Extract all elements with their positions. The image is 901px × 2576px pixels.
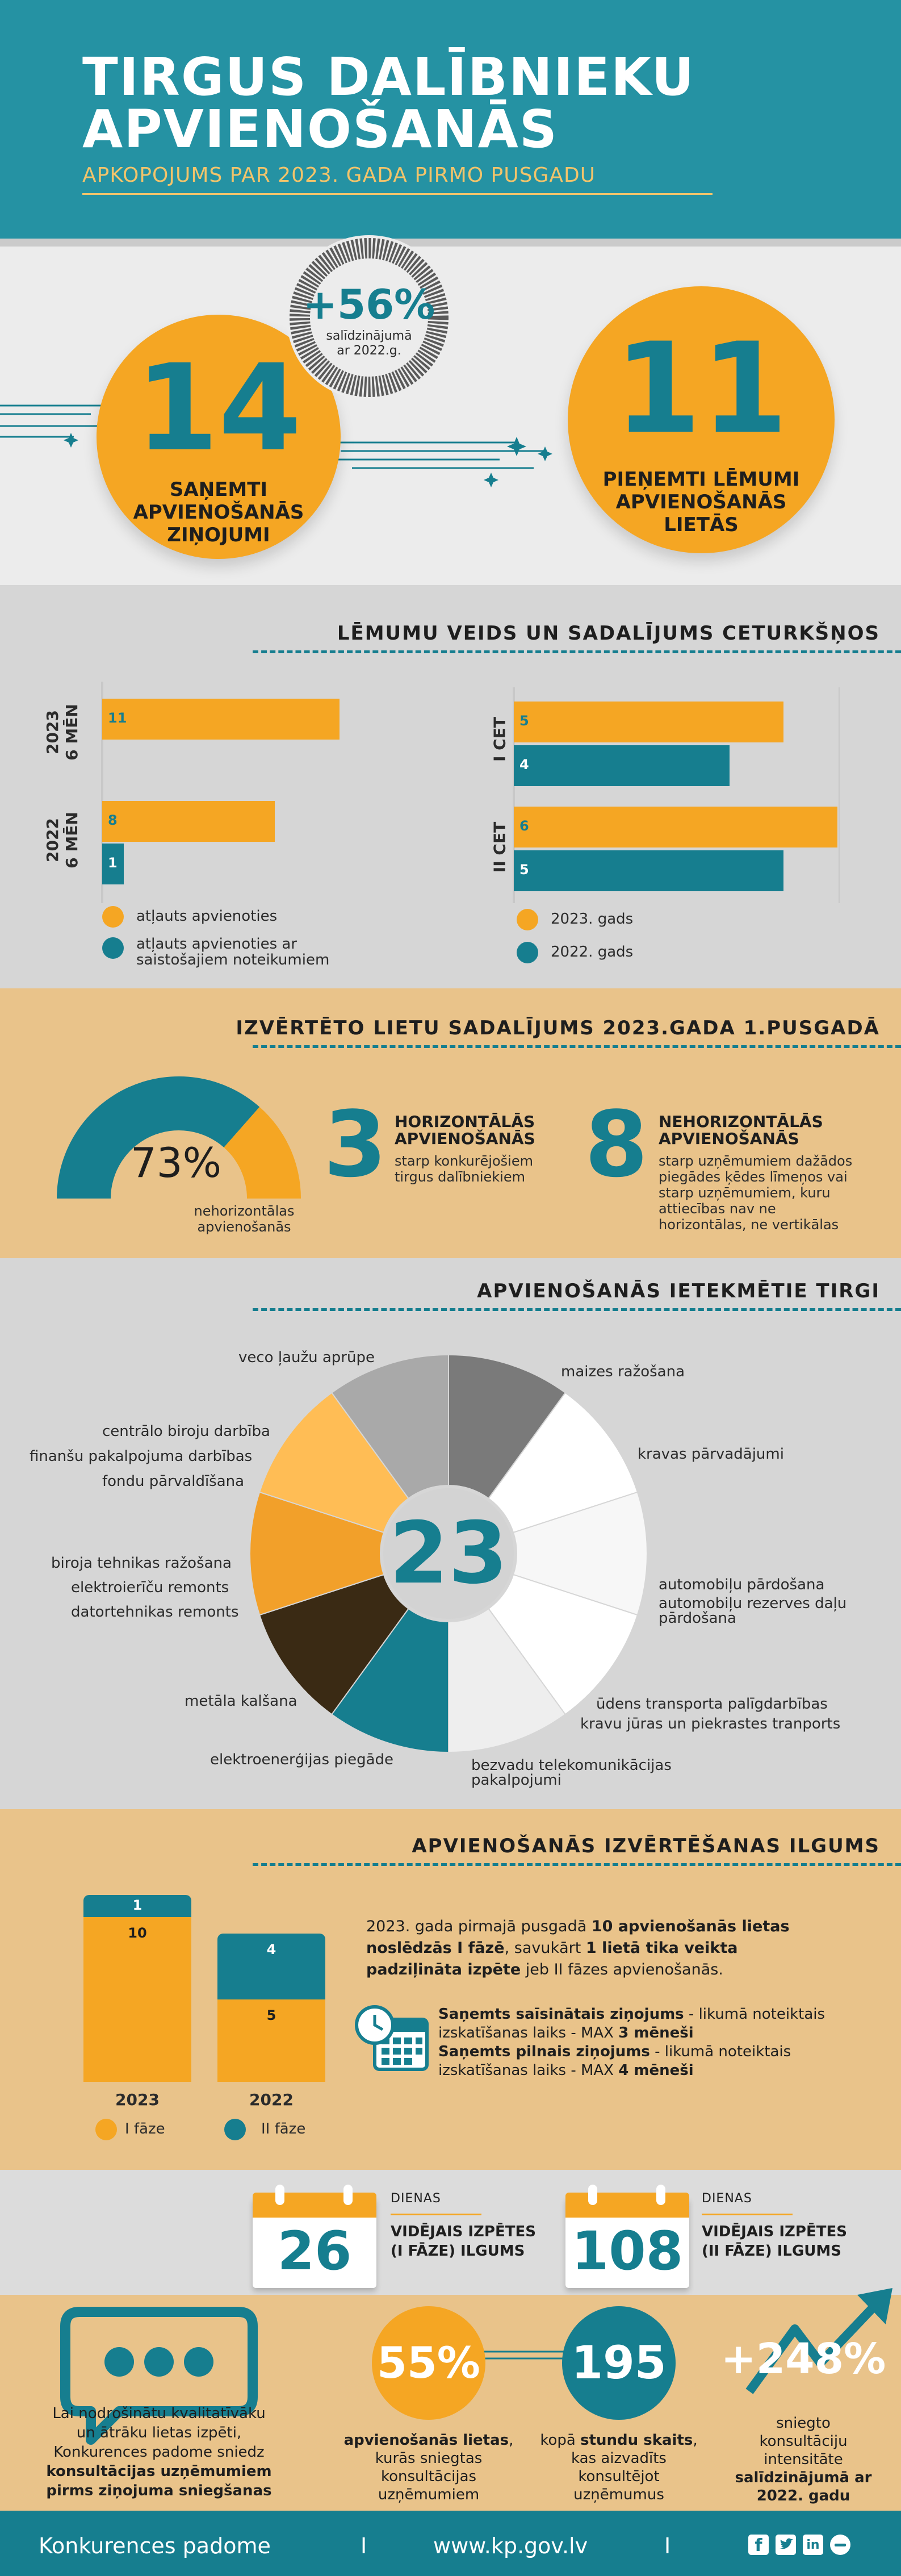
consult-growth-value: +248% [720, 2335, 886, 2383]
footer [0, 2511, 901, 2576]
hours-circle [562, 2306, 676, 2420]
markets-section [0, 1258, 901, 1809]
duration-section [0, 1809, 901, 2170]
markets-title: APVIENOŠANĀS IETEKMĒTIE TIRGI [477, 1280, 880, 1302]
stats-section [0, 247, 901, 585]
phase2-label: VIDĒJAIS IZPĒTES (II FĀZE) ILGUMS [702, 2223, 847, 2260]
decisions-title-line [253, 650, 901, 653]
gauge-value: 73% [131, 1139, 222, 1187]
market-label: maizes ražošana [561, 1363, 685, 1380]
legend-dot-allowed [102, 906, 124, 928]
growth-value: +56% [303, 281, 435, 328]
consult-growth-caption: sniegto konsultāciju intensitāte salīdzinājumā ar 2022. gadu [735, 2415, 872, 2504]
stack-year-2023: 2023 [115, 2090, 160, 2109]
duration-paragraph: 2023. gada pirmajā pusgadā 10 apvienošanās lietas noslēdzās I fāzē, savukārt 1 lietā tika veikta padziļināta izpēte jeb II fāzes apvienošanās. [366, 1918, 790, 1978]
market-label: finanšu pakalpojuma darbības [30, 1448, 253, 1465]
calendar-clock-icon [352, 2002, 431, 2076]
horizontal-value: 3 [324, 1091, 387, 1197]
legend-label-2022: 2022. gads [551, 943, 634, 961]
duration-title-line [253, 1863, 901, 1866]
subtitle-underline [82, 193, 713, 195]
bar-q2-2022 [514, 850, 783, 891]
pct-caption: apvienošanās lietas, kurās sniegtas konsultācijas uzņēmumiem [343, 2432, 514, 2503]
footer-separator: I [361, 2533, 367, 2558]
market-label: datortehnikas remonts [71, 1604, 239, 1621]
stack-2022-phase1: 5 [217, 1999, 325, 2082]
consult-intro: Lai nodrošinātu kvalitatīvāku un ātrāku lietas izpēti, Konkurences padome sniedz konsultācijas uzņēmumiem pirms ziņojuma sniegšanas [46, 2405, 272, 2499]
decisions-label: PIEŅEMTI LĒMUMI APVIENOŠANĀS LIETĀS [602, 468, 800, 536]
calendar-top [253, 2193, 376, 2218]
bar-q2-2023 [514, 807, 837, 847]
legend-label-allowed: atļauts apvienoties [136, 908, 278, 925]
cases-title: IZVĒRTĒTO LIETU SADALĪJUMS 2023.GADA 1.PUSGADĀ [236, 1017, 880, 1039]
phase1-days-card [253, 2197, 376, 2288]
podcast-icon[interactable] [830, 2535, 850, 2555]
market-label: metāla kalšana [185, 1693, 297, 1710]
stack-2023-phase1: 10 [83, 1917, 191, 2082]
q2-label: II CET [490, 821, 509, 873]
bar-value-label: 6 [519, 818, 529, 834]
decisions-title: LĒMUMU VEIDS UN SADALĪJUMS CETURKŠŅOS [337, 622, 880, 645]
phase1-unit: DIENAS [391, 2191, 441, 2206]
received-label: SAŅEMTI APVIENOŠANĀS ZIŅOJUMI [133, 478, 304, 546]
markets-title-line [253, 1308, 901, 1311]
phase2-unit: DIENAS [702, 2191, 752, 2206]
horizontal-title: HORIZONTĀLĀS APVIENOŠANĀS [395, 1112, 535, 1148]
pct-value: 55% [377, 2337, 480, 2388]
stack-2022-phase2: 4 [217, 1934, 325, 1999]
facebook-icon[interactable]: f [748, 2535, 769, 2555]
phase1-days-value: 26 [277, 2220, 352, 2282]
decisions-value: 11 [614, 316, 789, 461]
bar-value-label: 5 [519, 862, 529, 878]
market-label: bezvadu telekomunikācijas pakalpojumi [471, 1757, 672, 1789]
market-label: elektroenerģijas piegāde [210, 1751, 394, 1768]
q1-label: I CET [490, 717, 509, 762]
growth-caption: salīdzinājumā ar 2022.g. [326, 329, 412, 358]
legend-dot-conditions [102, 937, 124, 959]
bar-value-label: 5 [519, 713, 529, 729]
legend-dot-phase1 [95, 2119, 117, 2140]
nonhorizontal-description: starp uzņēmumiem dažādos piegādes ķēdes līmeņos vai starp uzņēmumiem, kuru attiecības nav ne horizontālas, ne vertikālas [659, 1153, 853, 1233]
nonhorizontal-value: 8 [585, 1091, 648, 1197]
phase2-days-value: 108 [571, 2220, 684, 2282]
calendar-top [565, 2193, 689, 2218]
market-label: elektroierīču remonts [71, 1579, 229, 1596]
header-banner [0, 0, 901, 239]
right-chart-gridline [839, 687, 840, 903]
bar-value-label: 4 [519, 757, 529, 773]
market-label: centrālo biroju darbība [102, 1423, 270, 1440]
hours-value: 195 [571, 2336, 667, 2389]
bar-2022-allowed [102, 801, 275, 842]
row-label-2023: 2023 6 MĒN [43, 704, 81, 761]
footer-org-link[interactable]: Konkurences padome [39, 2533, 271, 2558]
bar-value-label: 11 [108, 710, 127, 726]
hours-caption: kopā stundu skaits, kas aizvadīts konsultējot uzņēmumus [540, 2432, 698, 2503]
market-label: ūdens transporta palīgdarbības [596, 1696, 828, 1713]
legend-label-phase2: II fāze [261, 2120, 306, 2137]
bar-q1-2023 [514, 702, 783, 742]
phase2-days-card [565, 2197, 689, 2288]
bar-value-label: 8 [108, 812, 118, 828]
notice-times: Saņemts saīsinātais ziņojums - likumā noteiktais izskatīšanas laiks - MAX 3 mēneši Saņemts pilnais ziņojums - likumā noteiktais izskatīšanas laiks - MAX 4 mēneši [438, 2006, 825, 2079]
page-subtitle: APKOPOJUMS PAR 2023. GADA PIRMO PUSGADU [82, 164, 596, 187]
cases-title-line [253, 1045, 901, 1048]
linkedin-icon[interactable]: in [803, 2535, 823, 2555]
gauge-caption: nehorizontālas apvienošanās [194, 1203, 295, 1235]
decisions-section [0, 585, 901, 988]
market-label: automobiļu pārdošana [659, 1576, 825, 1593]
pct-circle [372, 2306, 485, 2420]
markets-count: 23 [389, 1504, 508, 1603]
legend-label-conditions: atļauts apvienoties ar saistošajiem noteikumiem [136, 936, 330, 968]
decisions-circle [568, 286, 835, 553]
page-title: TIRGUS DALĪBNIEKU APVIENOŠANĀS [82, 47, 695, 160]
nonhorizontal-title: NEHORIZONTĀLĀS APVIENOŠANĀS [659, 1112, 823, 1148]
bar-value-label: 1 [108, 855, 118, 871]
legend-dot-2022 [517, 942, 538, 963]
row-label-2022: 2022 6 MĒN [43, 812, 81, 869]
stack-year-2022: 2022 [249, 2090, 294, 2109]
days-section [0, 2170, 901, 2295]
received-value: 14 [135, 339, 302, 478]
market-label: kravu jūras un piekrastes tranports [580, 1715, 841, 1732]
footer-website-link[interactable]: www.kp.gov.lv [433, 2533, 588, 2558]
legend-label-phase1: I fāze [125, 2120, 165, 2137]
market-label: biroja tehnikas ražošana [51, 1555, 232, 1572]
stack-2023-phase2: 1 [83, 1895, 191, 1917]
footer-separator: I [664, 2533, 671, 2558]
bar-2022-allowed-with-conditions [102, 844, 124, 884]
bar-2023-allowed [102, 699, 340, 740]
consultations-section [0, 2295, 901, 2511]
market-label: kravas pārvadājumi [638, 1446, 784, 1463]
legend-label-2023: 2023. gads [551, 911, 634, 928]
bar-q1-2022 [514, 745, 730, 786]
duration-title: APVIENOŠANĀS IZVĒRTĒŠANAS ILGUMS [412, 1835, 880, 1857]
phase1-label: VIDĒJAIS IZPĒTES (I FĀZE) ILGUMS [391, 2223, 536, 2260]
market-label: veco ļaužu aprūpe [238, 1349, 375, 1366]
horizontal-description: starp konkurējošiem tirgus dalībniekiem [395, 1153, 533, 1185]
market-label: fondu pārvaldīšana [102, 1473, 245, 1490]
growth-gauge [287, 235, 451, 400]
market-label: automobiļu rezerves daļu pārdošana [659, 1595, 847, 1627]
legend-dot-2023 [517, 909, 538, 930]
legend-dot-phase2 [224, 2119, 246, 2140]
twitter-icon[interactable] [776, 2535, 796, 2555]
cases-section [0, 988, 901, 1258]
